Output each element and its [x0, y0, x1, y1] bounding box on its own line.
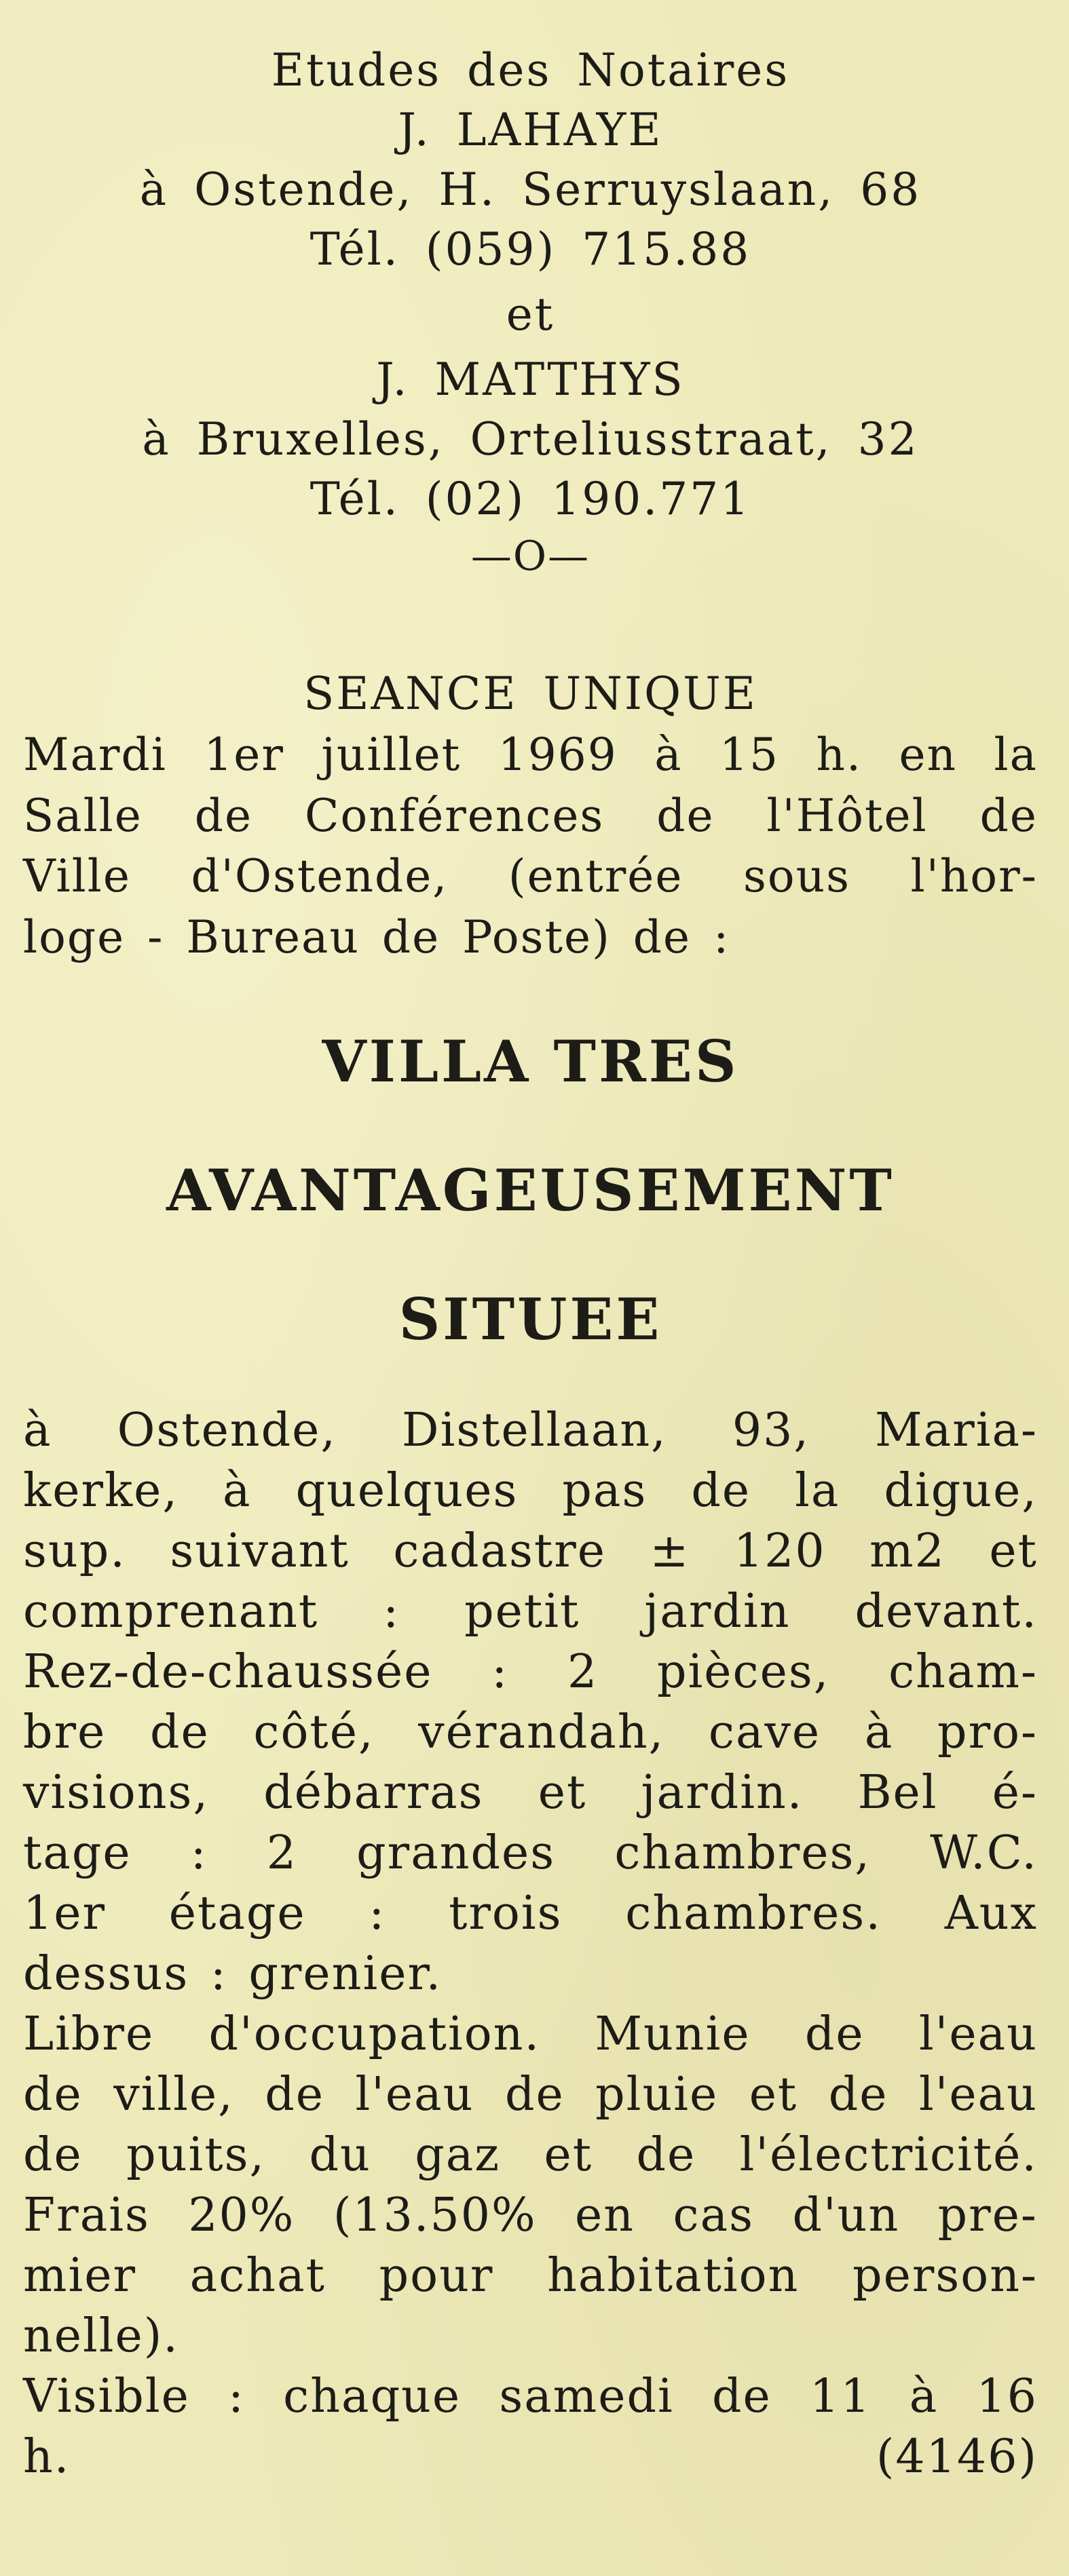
session-line: loge - Bureau de Poste) de :: [23, 910, 730, 963]
description-line: Frais 20% (13.50% en cas d'un pre-: [23, 2189, 1038, 2242]
description-line: comprenant : petit jardin devant.: [23, 1585, 1038, 1638]
description-line: kerke, à quelques pas de la digue,: [23, 1464, 1038, 1518]
description-line: bre de côté, vérandah, cave à pro-: [23, 1706, 1038, 1759]
conjunction: et: [506, 288, 555, 341]
description-end-text: h.: [23, 2430, 71, 2484]
session-line: Salle de Conférences de l'Hôtel de: [23, 789, 1038, 842]
notary-phone-1: Tél. (059) 715.88: [310, 223, 751, 275]
notaries-header: [23, 41, 1038, 583]
property-title-line-2: AVANTAGEUSEMENT: [166, 1157, 895, 1224]
session-title: SEANCE UNIQUE: [303, 668, 757, 720]
session-line: Mardi 1er juillet 1969 à 15 h. en la: [23, 729, 1038, 781]
notary-name-1: J. LAHAYE: [398, 104, 663, 156]
property-description: [23, 1400, 1038, 2487]
separator-ornament: —O—: [470, 533, 590, 580]
description-line: Rez-de-chaussée : 2 pièces, cham-: [23, 1645, 1038, 1699]
description-line: de ville, de l'eau de pluie et de l'eau: [23, 2068, 1038, 2121]
description-last-line: [23, 2427, 1038, 2487]
description-line: Visible : chaque samedi de 11 à 16: [23, 2370, 1038, 2423]
session-details: [23, 725, 1038, 967]
session-line: Ville d'Ostende, (entrée sous l'hor-: [23, 850, 1038, 902]
description-line: de puits, du gaz et de l'électricité.: [23, 2128, 1038, 2182]
notary-phone-2: Tél. (02) 190.771: [310, 473, 751, 525]
description-line: sup. suivant cadastre ± 120 m2 et: [23, 1524, 1038, 1578]
notice-clipping: [0, 41, 1069, 2576]
description-line: mier achat pour habitation person-: [23, 2249, 1038, 2303]
reference-number: (4146): [876, 2430, 1038, 2484]
description-line: dessus : grenier.: [23, 1947, 443, 2001]
description-line: visions, débarras et jardin. Bel é-: [23, 1766, 1038, 1820]
property-title-line-1: VILLA TRES: [322, 1028, 739, 1095]
property-title-line-3: SITUEE: [398, 1286, 662, 1353]
description-line: 1er étage : trois chambres. Aux: [23, 1887, 1038, 1940]
description-line: Libre d'occupation. Munie de l'eau: [23, 2007, 1038, 2061]
header-line-1: Etudes des Notaires: [271, 44, 790, 96]
notary-address-1: à Ostende, H. Serruyslaan, 68: [139, 164, 922, 216]
description-line: à Ostende, Distellaan, 93, Maria-: [23, 1404, 1038, 1457]
description-line: tage : 2 grandes chambres, W.C.: [23, 1826, 1038, 1880]
notary-address-2: à Bruxelles, Orteliusstraat, 32: [142, 413, 919, 465]
notary-name-2: J. MATTHYS: [376, 353, 685, 406]
description-line: nelle).: [23, 2309, 179, 2363]
